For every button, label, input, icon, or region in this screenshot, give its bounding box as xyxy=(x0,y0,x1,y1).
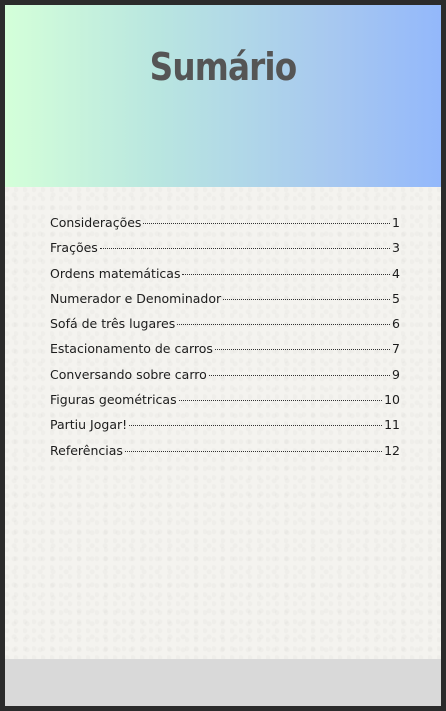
toc-item[interactable] xyxy=(50,392,400,417)
toc-item-page: 4 xyxy=(392,265,400,281)
toc-item[interactable] xyxy=(50,367,400,392)
toc-item-label: Referências xyxy=(50,442,123,458)
toc-leader-dots xyxy=(143,223,390,224)
toc-item-label: Numerador e Denominador xyxy=(50,290,222,306)
toc-panel xyxy=(5,187,441,659)
toc-item-label: Sofá de três lugares xyxy=(50,316,176,332)
toc-leader-dots xyxy=(209,375,390,376)
toc-leader-dots xyxy=(129,425,382,426)
toc-item-label: Ordens matemáticas xyxy=(50,265,181,281)
toc-leader-dots xyxy=(182,274,390,275)
toc-item[interactable] xyxy=(50,215,400,240)
toc-item-label: Considerações xyxy=(50,215,142,230)
toc-item-label: Frações xyxy=(50,240,98,256)
toc-item-page: 10 xyxy=(384,392,400,408)
toc-leader-dots xyxy=(100,248,390,249)
toc-item[interactable] xyxy=(50,341,400,366)
toc-item-page: 11 xyxy=(384,417,400,433)
toc-item-label: Estacionamento de carros xyxy=(50,341,213,357)
page-title: Sumário xyxy=(149,45,297,89)
toc-item-label: Figuras geométricas xyxy=(50,392,177,408)
toc-item-page: 3 xyxy=(392,240,400,256)
toc-item[interactable] xyxy=(50,316,400,341)
toc-leader-dots xyxy=(179,400,383,401)
toc-item[interactable] xyxy=(50,291,400,316)
header-banner xyxy=(5,5,441,187)
toc-item-page: 9 xyxy=(392,366,400,382)
toc-item-page: 6 xyxy=(392,316,400,332)
table-of-contents xyxy=(50,215,400,468)
toc-item[interactable] xyxy=(50,417,400,442)
toc-item-page: 5 xyxy=(392,290,400,306)
toc-leader-dots xyxy=(177,324,390,325)
footer-bar xyxy=(5,659,441,706)
toc-item[interactable] xyxy=(50,240,400,265)
toc-item-label: Partiu Jogar! xyxy=(50,417,128,433)
toc-item-page: 12 xyxy=(384,442,400,458)
page-frame xyxy=(5,5,441,706)
toc-item[interactable] xyxy=(50,443,400,468)
toc-item[interactable] xyxy=(50,266,400,291)
toc-item-page: 7 xyxy=(392,341,400,357)
toc-item-page: 1 xyxy=(392,215,400,230)
toc-leader-dots xyxy=(215,349,390,350)
toc-leader-dots xyxy=(125,451,382,452)
toc-item-label: Conversando sobre carro xyxy=(50,366,207,382)
toc-leader-dots xyxy=(223,299,390,300)
